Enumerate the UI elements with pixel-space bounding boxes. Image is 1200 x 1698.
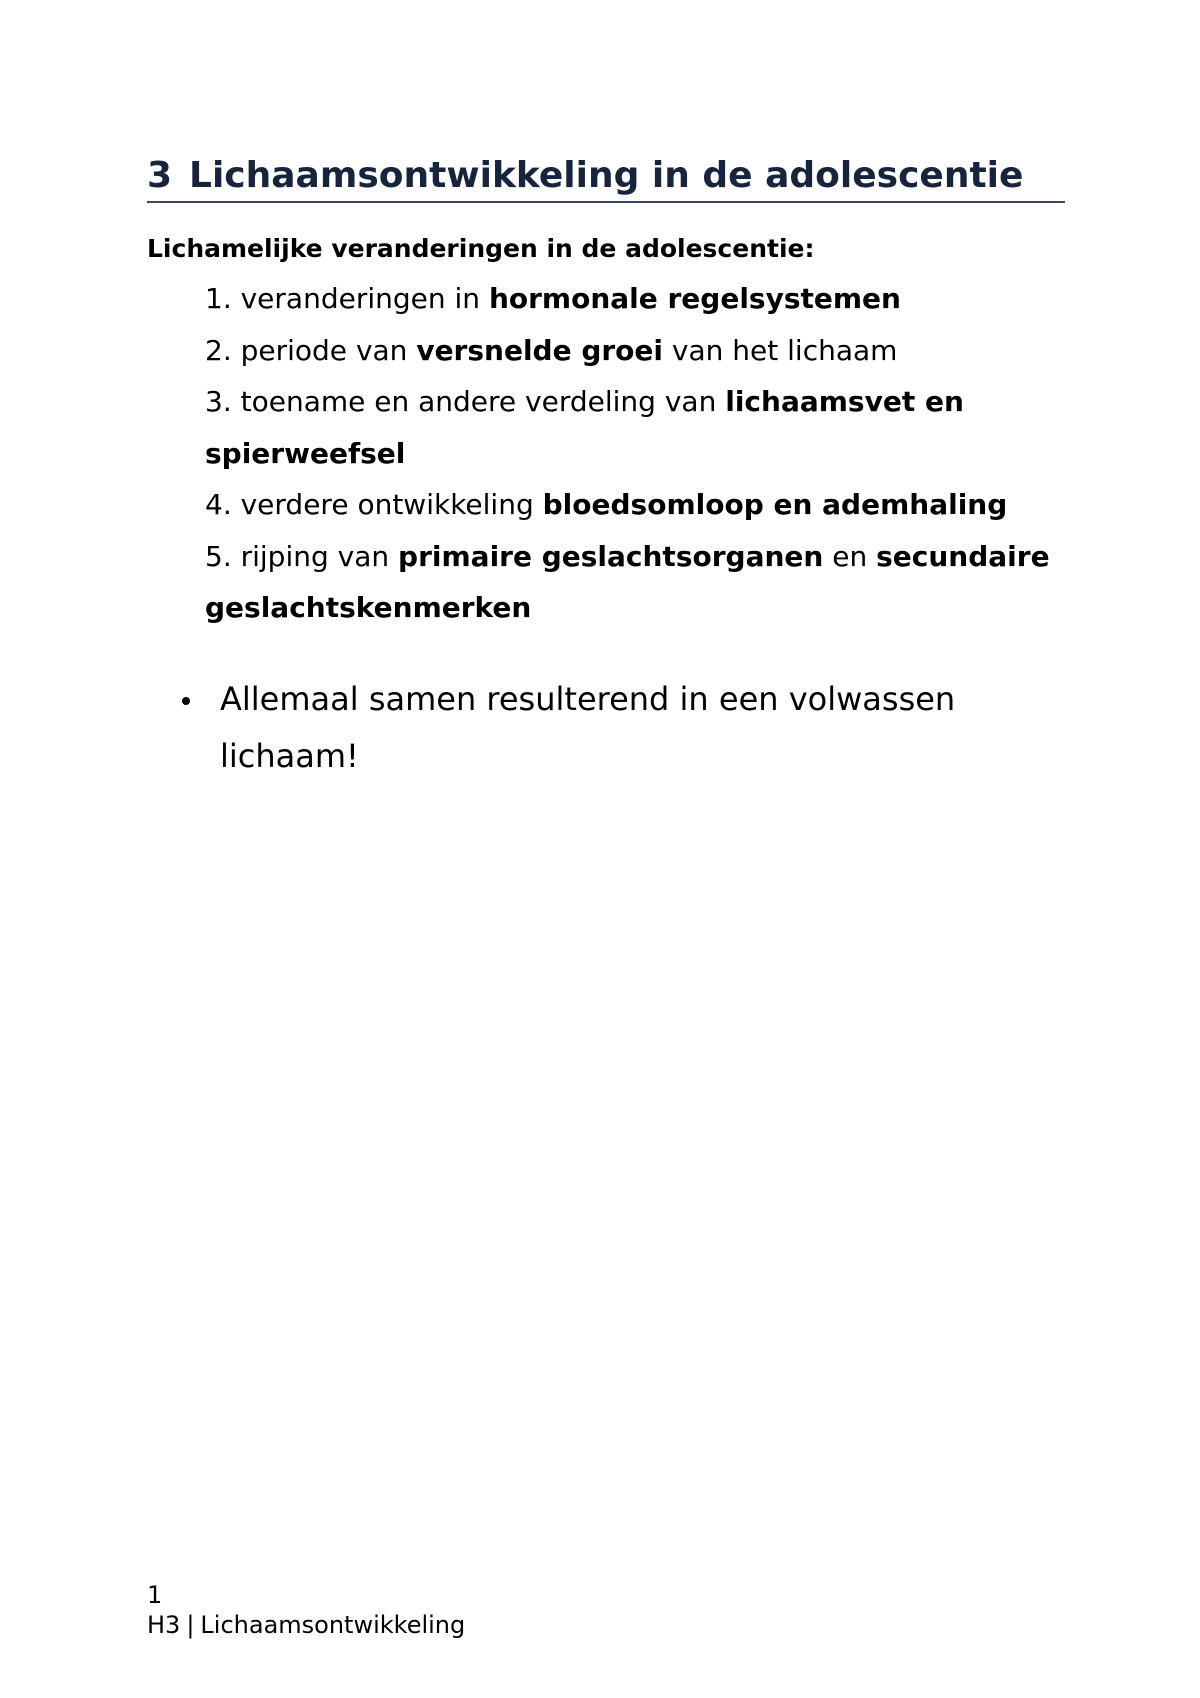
list-item [205, 531, 1085, 634]
page-number: 1 [147, 1581, 163, 1609]
page-title [147, 152, 1065, 203]
footer-separator: | [186, 1611, 195, 1639]
list-item [205, 479, 1085, 531]
list-item-bold: bloedsomloop en ademhaling [542, 488, 1008, 521]
bullet-list [178, 671, 1058, 785]
list-item [205, 273, 1085, 325]
list-item-text: en [823, 539, 877, 573]
list-item-bold: hormonale regelsystemen [488, 282, 901, 315]
bullet-dot-icon [182, 697, 190, 705]
list-item-bold: secundaire geslachtskenmerken [205, 539, 1050, 624]
list-item [205, 325, 1085, 377]
list-item-bold: versnelde groei [416, 333, 664, 367]
heading-number: 3 [147, 155, 173, 196]
footer-caption [147, 1610, 465, 1640]
bullet-text: Allemaal samen resulterend in een volwassen lichaam! [220, 680, 956, 775]
footer-title: Lichaamsontwikkeling [200, 1611, 466, 1639]
heading-title: Lichaamsontwikkeling in de adolescentie [189, 155, 1024, 196]
section-subheading: Lichamelijke veranderingen in de adolescentie: [147, 234, 815, 263]
bullet-item [178, 671, 1058, 785]
list-item-bold: lichaamsvet en spierweefsel [205, 385, 964, 470]
list-item-text: 5. rijping van [205, 539, 399, 573]
list-item [205, 376, 1085, 479]
list-item-text: 1. veranderingen in [205, 282, 489, 315]
page-footer [147, 1580, 465, 1640]
numbered-list [205, 273, 1085, 634]
list-item-text: 3. toename en andere verdeling van [205, 385, 726, 418]
list-item-text: 4. verdere ontwikkeling [205, 488, 543, 521]
footer-chapter: H3 [147, 1611, 181, 1639]
list-item-text: 2. periode van [205, 333, 417, 367]
list-item-bold: primaire geslachtsorganen [398, 539, 824, 573]
list-item-text: van het lichaam [663, 333, 898, 367]
